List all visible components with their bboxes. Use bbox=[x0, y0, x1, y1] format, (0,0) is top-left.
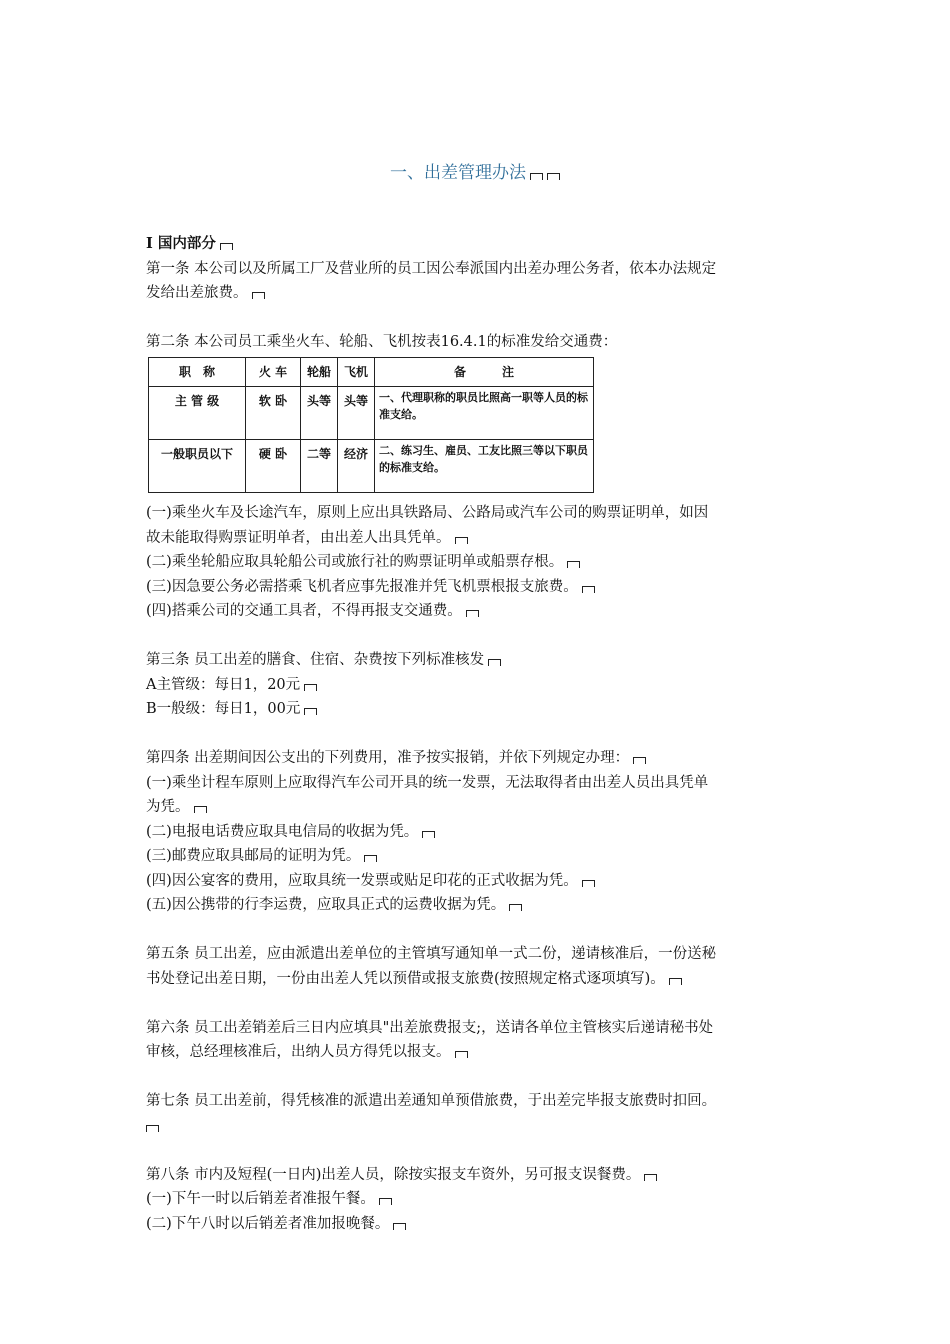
paragraph-mark-icon bbox=[379, 1198, 392, 1205]
list-item: 为凭。 bbox=[146, 795, 816, 820]
paragraph-mark-icon bbox=[567, 561, 580, 568]
table-cell: 头等 bbox=[338, 387, 375, 440]
table-header-cell: 备 注 bbox=[375, 357, 594, 387]
paragraph-mark-icon bbox=[633, 757, 646, 764]
paragraph-mark-icon bbox=[509, 904, 522, 911]
table-row bbox=[149, 387, 594, 440]
article-5-line-1: 第五条 员工出差，应由派遣出差单位的主管填写通知单一式二份，递请核准后，一份送秘 bbox=[146, 946, 717, 962]
table-cell: 头等 bbox=[301, 387, 338, 440]
table-header-cell: 火 车 bbox=[246, 357, 301, 387]
table-row bbox=[149, 440, 594, 493]
article-5-line-2: 书处登记出差日期，一份由出差人凭以预借或报支旅费(按照规定格式逐项填写)。 bbox=[146, 967, 816, 992]
article-1-line-2: 发给出差旅费。 bbox=[146, 281, 816, 306]
table-cell: 一、代理职称的职员比照高一职等人员的标准支给。 bbox=[375, 387, 594, 440]
paragraph-mark-icon bbox=[547, 173, 560, 180]
paragraph-mark-icon bbox=[304, 708, 317, 715]
paragraph-mark-icon bbox=[644, 1174, 657, 1181]
article-1-line-1: 第一条 本公司以及所属工厂及营业所的员工因公奉派国内出差办理公务者，依本办法规定 bbox=[146, 260, 717, 277]
paragraph-mark-icon bbox=[530, 173, 543, 180]
list-item: (四)因公宴客的费用，应取具统一发票或贴足印花的正式收据为凭。 bbox=[146, 869, 816, 894]
document-title: 一、出差管理办法 bbox=[0, 158, 950, 183]
table-cell: 硬 卧 bbox=[246, 440, 301, 493]
paragraph-mark-icon bbox=[194, 806, 207, 813]
article-6-line-2: 审核，总经理核准后，出纳人员方得凭以报支。 bbox=[146, 1040, 816, 1065]
list-item: (一)乘坐火车及长途汽车，原则上应出具铁路局、公路局或汽车公司的购票证明单，如因 bbox=[146, 505, 709, 521]
list-item: (三)邮费应取具邮局的证明为凭。 bbox=[146, 844, 816, 869]
list-item: (三)因急要公务必需搭乘飞机者应事先报准并凭飞机票根报支旅费。 bbox=[146, 575, 816, 600]
list-item: (四)搭乘公司的交通工具者，不得再报支交通费。 bbox=[146, 599, 816, 624]
paragraph-mark-icon bbox=[582, 880, 595, 887]
paragraph-mark-icon bbox=[364, 855, 377, 862]
paragraph-mark-icon bbox=[252, 292, 265, 299]
paragraph-mark-icon bbox=[466, 610, 479, 617]
table-cell: 主 管 级 bbox=[149, 387, 246, 440]
paragraph-mark-icon bbox=[422, 831, 435, 838]
article-7: 第七条 员工出差前，得凭核准的派遣出差通知单预借旅费，于出差完毕报支旅费时扣回。 bbox=[146, 1093, 717, 1109]
paragraph-end bbox=[146, 1114, 816, 1139]
table-cell: 一般职员以下 bbox=[149, 440, 246, 493]
paragraph-mark-icon bbox=[455, 1051, 468, 1058]
table-header-cell: 飞机 bbox=[338, 357, 375, 387]
transport-standard-table bbox=[148, 357, 594, 494]
table-header-cell: 轮船 bbox=[301, 357, 338, 387]
list-item: (一)乘坐计程车原则上应取得汽车公司开具的统一发票，无法取得者由出差人员出具凭单 bbox=[146, 774, 709, 791]
list-item: (二)乘坐轮船应取具轮船公司或旅行社的购票证明单或船票存根。 bbox=[146, 550, 816, 575]
article-4: 第四条 出差期间因公支出的下列费用，准予按实报销，并依下列规定办理： bbox=[146, 746, 816, 771]
list-item: (二)下午八时以后销差者准加报晚餐。 bbox=[146, 1212, 816, 1237]
list-item: (一)下午一时以后销差者准报午餐。 bbox=[146, 1187, 816, 1212]
article-2: 第二条 本公司员工乘坐火车、轮船、飞机按表16.4.1的标准发给交通费： bbox=[146, 334, 618, 350]
list-item: 故未能取得购票证明单者，由出差人出具凭单。 bbox=[146, 526, 816, 551]
paragraph-mark-icon bbox=[582, 586, 595, 593]
table-cell: 二等 bbox=[301, 440, 338, 493]
paragraph-mark-icon bbox=[304, 684, 317, 691]
table-header-cell: 职 称 bbox=[149, 357, 246, 387]
article-8: 第八条 市内及短程(一日内)出差人员，除按实报支车资外，另可报支误餐费。 bbox=[146, 1163, 816, 1188]
table-header-row bbox=[149, 357, 594, 387]
article-3: 第三条 员工出差的膳食、住宿、杂费按下列标准核发 bbox=[146, 648, 816, 673]
paragraph-mark-icon bbox=[669, 978, 682, 985]
paragraph-mark-icon bbox=[455, 537, 468, 544]
paragraph-mark-icon bbox=[146, 1125, 159, 1132]
table-cell: 软 卧 bbox=[246, 387, 301, 440]
list-item: (二)电报电话费应取具电信局的收据为凭。 bbox=[146, 820, 816, 845]
section-heading: Ⅰ 国内部分 bbox=[146, 232, 816, 257]
table-cell: 二、练习生、雇员、工友比照三等以下职员的标准支给。 bbox=[375, 440, 594, 493]
list-item: B一般级：每日1，00元 bbox=[146, 697, 816, 722]
table-cell: 经济 bbox=[338, 440, 375, 493]
paragraph-mark-icon bbox=[393, 1223, 406, 1230]
list-item: (五)因公携带的行李运费，应取具正式的运费收据为凭。 bbox=[146, 893, 816, 918]
list-item: A主管级：每日1，20元 bbox=[146, 673, 816, 698]
article-6-line-1: 第六条 员工出差销差后三日内应填具"出差旅费报支;，送请各单位主管核实后递请秘书处 bbox=[146, 1019, 714, 1036]
paragraph-mark-icon bbox=[488, 659, 501, 666]
paragraph-mark-icon bbox=[220, 243, 233, 250]
document-body bbox=[146, 232, 816, 1236]
